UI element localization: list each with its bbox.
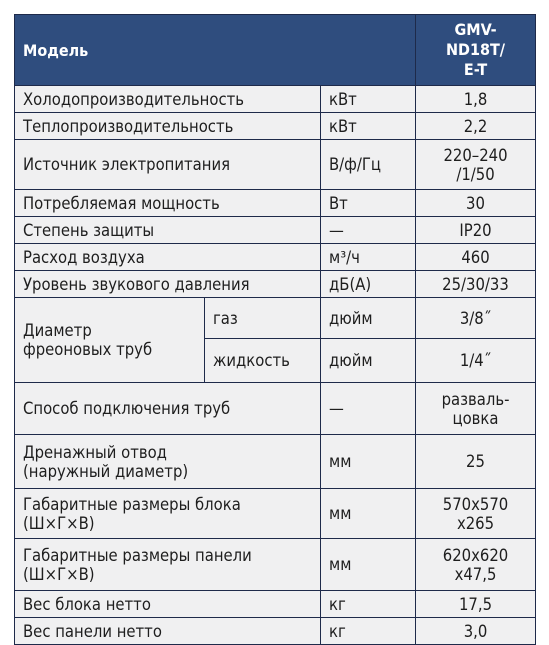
row-label: Потребляемая мощность [15,190,321,217]
table-row [15,618,536,645]
row-value: разваль- цовка [416,383,536,435]
table-row [15,383,536,435]
row-value: 3,0 [416,618,536,645]
table-row [15,271,536,298]
table-row [15,435,536,489]
row-unit: м³/ч [321,244,416,271]
row-label: Дренажный отвод (наружный диаметр) [15,435,321,489]
row-label: Вес панели нетто [15,618,321,645]
table-row [15,539,536,591]
row-unit: мм [321,489,416,539]
row-value: 2,2 [416,113,536,140]
row-label: Теплопроизводительность [15,113,321,140]
pipes-label: Диаметр фреоновых труб [15,298,205,383]
table-row-pipe-gas [15,298,536,339]
table-row [15,113,536,140]
row-unit: кВт [321,113,416,140]
row-unit: мм [321,435,416,489]
row-label: Способ подключения труб [15,383,321,435]
pipes-gas-label: газ [205,298,321,339]
row-label: Источник электропитания [15,140,321,190]
row-unit: дБ(А) [321,271,416,298]
row-value: 460 [416,244,536,271]
pipes-liquid-value: 1/4˝ [416,339,536,383]
row-unit: кВт [321,86,416,113]
table-row [15,244,536,271]
pipes-liquid-label: жидкость [205,339,321,383]
row-unit: В/ф/Гц [321,140,416,190]
table-row [15,489,536,539]
row-label: Степень защиты [15,217,321,244]
pipes-gas-value: 3/8˝ [416,298,536,339]
header-model: GMV- ND18T/ E-T [416,15,536,86]
table-row [15,217,536,244]
row-value: 30 [416,190,536,217]
row-label: Уровень звукового давления [15,271,321,298]
row-value: 25/30/33 [416,271,536,298]
pipes-gas-unit: дюйм [321,298,416,339]
row-label: Вес блока нетто [15,591,321,618]
header-row [15,15,536,86]
table-row [15,140,536,190]
row-unit: кг [321,591,416,618]
row-value: 620x620 x47,5 [416,539,536,591]
row-value: IP20 [416,217,536,244]
table-row [15,86,536,113]
row-value: 220–240 /1/50 [416,140,536,190]
row-value: 570x570 x265 [416,489,536,539]
row-unit: — [321,217,416,244]
row-unit: кг [321,618,416,645]
spec-table [14,14,536,645]
row-value: 25 [416,435,536,489]
row-unit: — [321,383,416,435]
row-value: 1,8 [416,86,536,113]
row-label: Габаритные размеры панели (Ш×Г×В) [15,539,321,591]
table-row [15,190,536,217]
table-row [15,591,536,618]
row-unit: Вт [321,190,416,217]
row-unit: мм [321,539,416,591]
row-label: Холодопроизводительность [15,86,321,113]
pipes-liquid-unit: дюйм [321,339,416,383]
row-label: Габаритные размеры блока (Ш×Г×В) [15,489,321,539]
row-label: Расход воздуха [15,244,321,271]
row-value: 17,5 [416,591,536,618]
header-label: Модель [15,15,416,86]
